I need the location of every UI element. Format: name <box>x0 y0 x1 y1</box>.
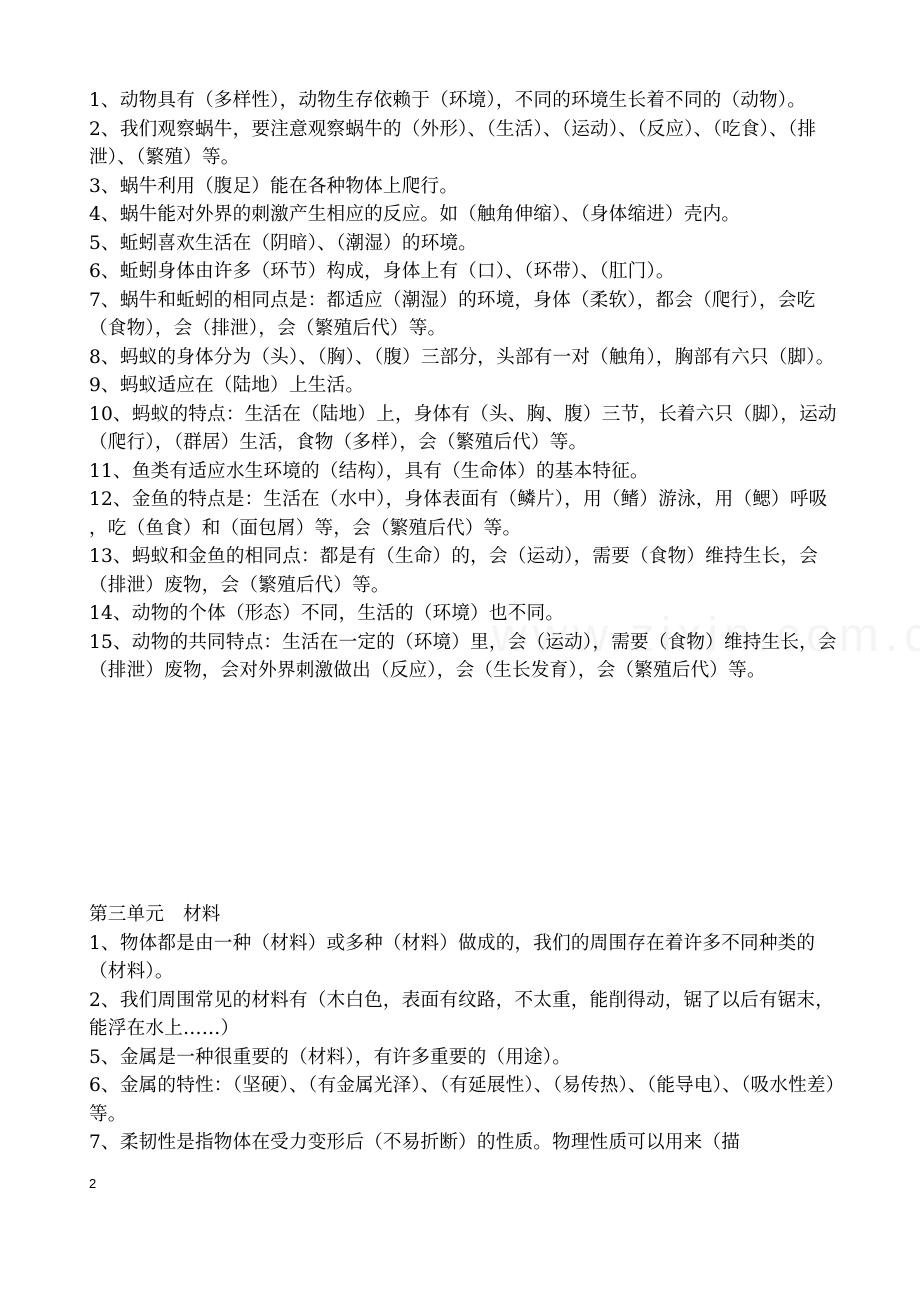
list-item: 6、金属的特性：（坚硬）、（有金属光泽）、（有延展性）、（易传热）、（能导电）、（吸水性差）等。 <box>89 1075 845 1125</box>
page-number: 2 <box>89 1176 97 1191</box>
section-heading: 第三单元 材料 <box>89 904 221 925</box>
section-materials <box>89 901 849 1158</box>
list-item: 7、蜗牛和蚯蚓的相同点是：都适应（潮湿）的环境，身体（柔软），都会（爬行），会吃（食物），会（排泄），会（繁殖后代）等。 <box>89 289 816 339</box>
section-animals <box>89 87 849 686</box>
list-item: 15、动物的共同特点：生活在一定的（环境）里，会（运动），需要（食物）维持生长，会（排泄）废物，会对外界刺激做出（反应），会（生长发育），会（繁殖后代）等。 <box>89 631 837 681</box>
list-item: 4、蜗牛能对外界的刺激产生相应的反应。如（触角伸缩）、（身体缩进）壳内。 <box>89 204 741 225</box>
list-item: 6、蚯蚓身体由许多（环节）构成，身体上有（口）、（环带）、（肛门）。 <box>89 261 675 282</box>
list-item: 1、物体都是由一种（材料）或多种（材料）做成的，我们的周围存在着许多不同种类的（材料）。 <box>89 932 816 982</box>
list-item: 14、动物的个体（形态）不同，生活的（环境）也不同。 <box>89 603 565 624</box>
list-item: 12、金鱼的特点是：生活在（水中），身体表面有（鳞片），用（鳍）游泳，用（鳃）呼吸 <box>89 489 828 510</box>
list-item: 2、我们观察蜗牛，要注意观察蜗牛的（外形）、（生活）、（运动）、（反应）、（吃食）、（排泄）、（繁殖）等。 <box>89 118 817 168</box>
list-item: 7、柔韧性是指物体在受力变形后（不易折断）的性质。物理性质可以用来（描 <box>89 1132 741 1153</box>
list-item: 11、鱼类有适应水生环境的（结构），具有（生命体）的基本特征。 <box>89 460 649 482</box>
list-item: 10、蚂蚁的特点：生活在（陆地）上，身体有（头、胸、腹）三节，长着六只（脚），运动（爬行），（群居）生活，食物（多样），会（繁殖后代）等。 <box>89 403 837 453</box>
list-item: 3、蜗牛利用（腹足）能在各种物体上爬行。 <box>89 175 459 197</box>
list-item: 8、蚂蚁的身体分为（头）、（胸）、（腹）三部分，头部有一对（触角），胸部有六只（脚）。 <box>89 346 835 368</box>
list-item: 2、我们周围常见的材料有（木白色，表面有纹路，不太重，能削得动，锯了以后有锯末，能浮在水上……） <box>89 989 834 1039</box>
list-item: 5、蚯蚓喜欢生活在（阴暗）、（潮湿）的环境。 <box>89 232 478 254</box>
list-item: ，吃（鱼食）和（面包屑）等，会（繁殖后代）等。 <box>89 517 522 539</box>
list-item: 1、动物具有（多样性），动物生存依赖于（环境），不同的环境生长着不同的（动物）。 <box>89 90 807 111</box>
list-item: 5、金属是一种很重要的（材料），有许多重要的（用途）。 <box>89 1046 572 1068</box>
list-item: 13、蚂蚁和金鱼的相同点：都是有（生命）的，会（运动），需要（食物）维持生长，会（排泄）废物，会（繁殖后代）等。 <box>89 546 818 596</box>
list-item: 9、蚂蚁适应在（陆地）上生活。 <box>89 375 365 396</box>
